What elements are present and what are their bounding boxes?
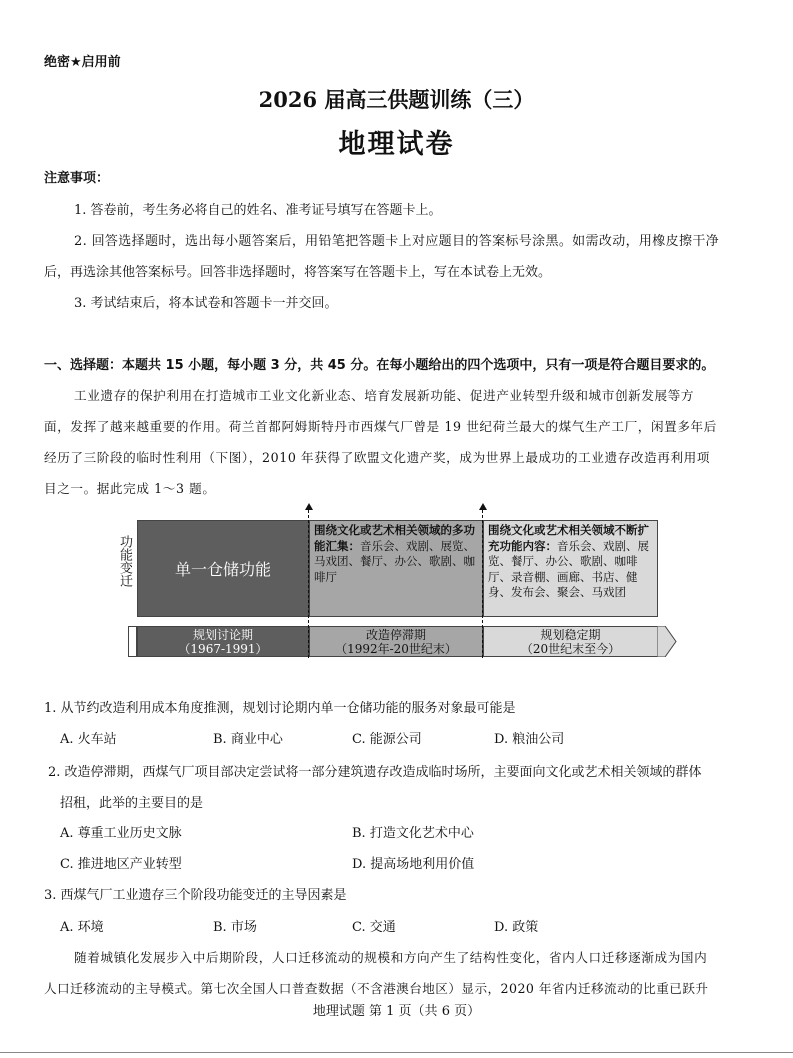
phase-1 [137,626,309,657]
notice-heading: 注意事项： [44,171,110,186]
phase-2 [309,626,483,657]
phase-2-name: 改造停滞期 [365,628,426,642]
notice-item-3: 3. 考试结束后，将本试卷和答题卡一并交回。 [74,296,338,311]
confidential-label: 绝密★启用前 [44,55,121,70]
stage-3-function-title: 围绕文化或艺术相关领域不断扩充功能内容： [488,523,649,553]
q3-option-c: C. 交通 [352,920,396,935]
phase-2-period: （1992年-20世纪末） [335,642,457,656]
phase-3 [483,626,658,657]
passage-2-line-1: 随着城镇化发展步入中后期阶段，人口迁移流动的规模和方向产生了结构性变化，省内人口迁移逐渐成为国内 [74,950,708,965]
question-2-stem-line-1: 2. 改造停滞期，西煤气厂项目部决定尝试将一部分建筑遗存改造成临时场所，主要面向文化或艺术相关领域的群体 [48,765,702,780]
timeline-start-cap [128,626,137,657]
phase-3-name: 规划稳定期 [540,628,601,642]
q1-option-c: C. 能源公司 [352,732,422,747]
q2-option-a: A. 尊重工业历史文脉 [60,826,182,841]
q2-option-c: C. 推进地区产业转型 [60,857,182,872]
q2-option-b: B. 打造文化艺术中心 [352,826,474,841]
q1-option-a: A. 火车站 [60,732,117,747]
page-footer: 地理试题 第 1 页（共 6 页） [312,1004,481,1019]
section-heading: 一、选择题：本题共 15 小题，每小题 3 分，共 45 分。在每小题给出的四个选项中，只有一项是符合题目要求的。 [44,358,715,373]
notice-item-2-line-1: 2. 回答选择题时，选出每小题答案后，用铅笔把答题卡上对应题目的答案标号涂黑。如需改动，用橡皮擦干净 [74,234,720,249]
divider-2-arrow-icon [479,503,487,510]
stage-3-function-text: 音乐会、戏剧、展览、餐厅、办公、歌剧、咖啡厅、录音棚、画廊、书店、健身、发布会、聚会、马戏团 [488,538,649,599]
q1-option-d: D. 粮油公司 [494,732,565,747]
exam-subject-title: 地理试卷 [338,129,455,160]
stage-3-function-box [483,520,658,617]
figure-axis-label: 功能变迁 [117,535,132,587]
q3-option-a: A. 环境 [60,920,104,935]
exam-series-title: 2026 届高三供题训练（三） [258,87,535,112]
phase-divider-1 [308,505,309,658]
phase-divider-2 [482,505,483,658]
q3-option-b: B. 市场 [213,920,257,935]
q2-option-d: D. 提高场地利用价值 [352,857,475,872]
stage-2-function-box [309,520,483,617]
phase-1-period: （1967-1991） [178,642,268,656]
q3-option-d: D. 政策 [494,920,539,935]
question-2-stem-line-2: 招租，此举的主要目的是 [60,796,204,811]
question-1-stem: 1. 从节约改造利用成本角度推测，规划讨论期内单一仓储功能的服务对象最可能是 [44,701,516,716]
stage-1-function-box: 单一仓储功能 [137,520,309,617]
stage-2-function-text: 音乐会、戏剧、展览、马戏团、餐厅、办公、歌剧、咖啡厅 [314,538,475,584]
divider-1-arrow-icon [305,503,313,510]
question-3-stem: 3. 西煤气厂工业遗存三个阶段功能变迁的主导因素是 [44,888,347,903]
phase-1-name: 规划讨论期 [192,628,253,642]
passage-2-line-2: 人口迁移流动的主导模式。第七次全国人口普查数据（不含港澳台地区）显示，2020 年省内迁移流动的比重已跃升 [44,981,709,996]
intro-line-4: 目之一。据此完成 1～3 题。 [44,481,216,496]
intro-line-2: 面，发挥了越来越重要的作用。荷兰首都阿姆斯特丹市西煤气厂曾是 19 世纪荷兰最大的煤气生产工厂，闲置多年后 [44,419,717,434]
intro-line-3: 经历了三阶段的临时性利用（下图），2010 年获得了欧盟文化遗产奖，成为世界上最成功的工业遗存改造再利用项 [44,450,711,465]
q1-option-b: B. 商业中心 [213,732,283,747]
notice-item-1: 1. 答卷前，考生务必将自己的姓名、准考证号填写在答题卡上。 [74,203,442,218]
timeline-arrow-icon [657,626,677,657]
phase-3-period: （20世纪末至今） [520,642,621,656]
intro-line-1: 工业遗存的保护利用在打造城市工业文化新业态、培育发展新功能、促进产业转型升级和城市创新发展等方 [74,388,695,403]
bottom-rule [0,1052,793,1053]
notice-item-2-line-2: 后，再选涂其他答案标号。回答非选择题时，将答案写在答题卡上，写在本试卷上无效。 [44,265,552,280]
function-change-figure [110,505,690,660]
stage-2-function-title: 围绕文化或艺术相关领域的多功能汇集： [314,523,475,553]
